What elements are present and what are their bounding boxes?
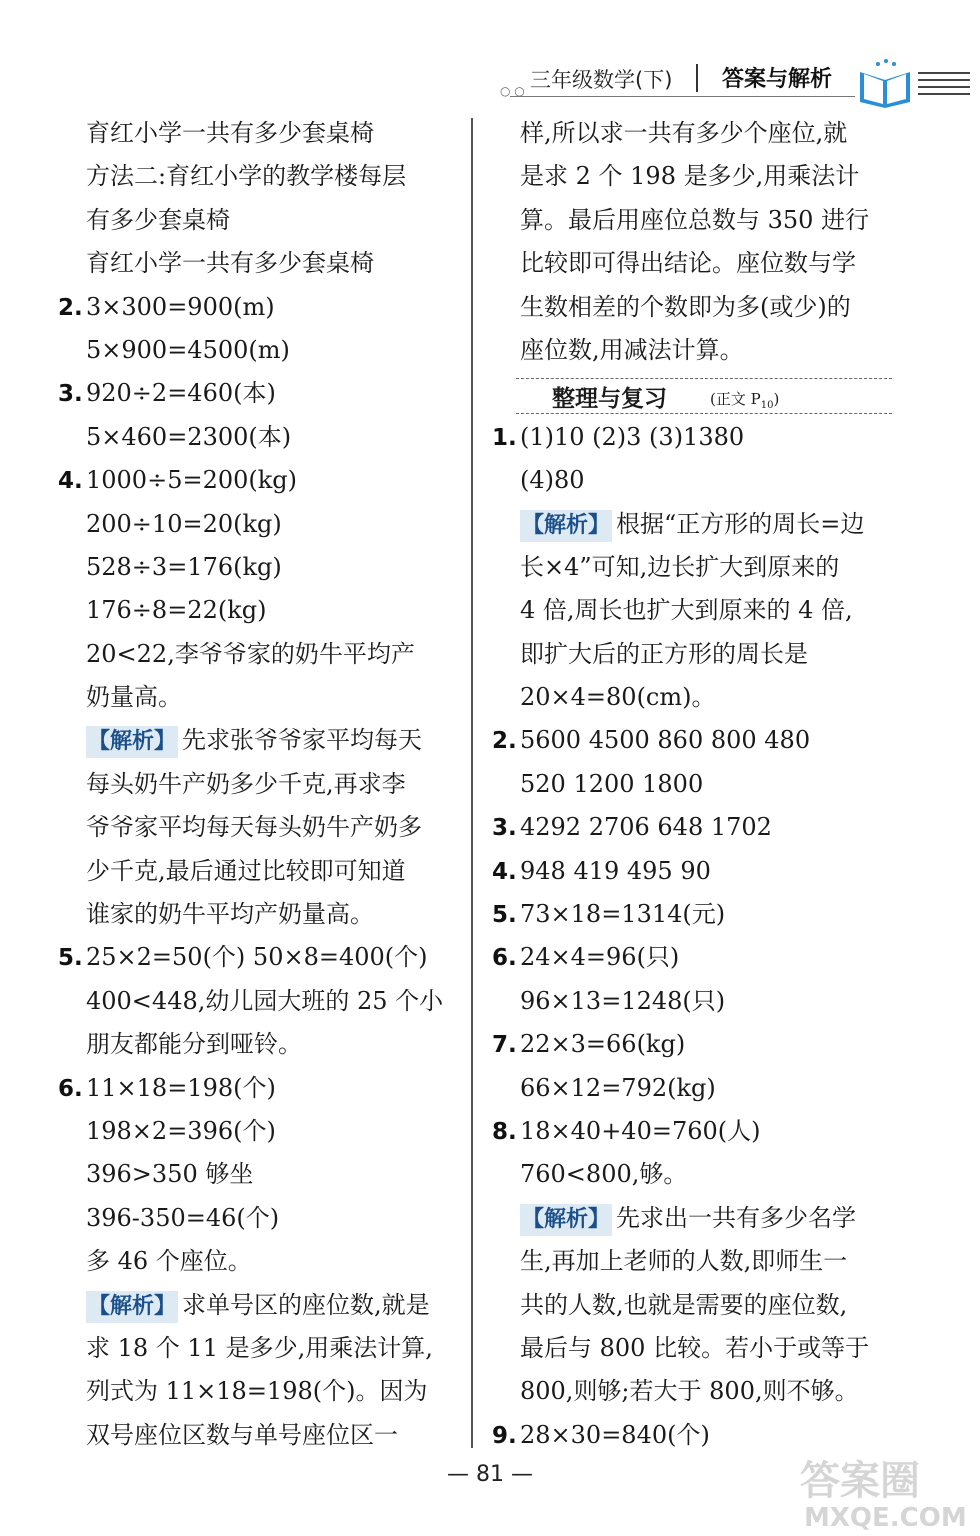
answer-text: 少千克,最后通过比较即可知道: [86, 856, 406, 885]
answer-text: 760<800,够。: [520, 1160, 688, 1189]
answer-line: [492, 459, 892, 502]
answer-text: (4)80: [520, 466, 585, 495]
answer-text: 5×900=4500(m): [86, 335, 290, 364]
answer-line: [492, 1370, 892, 1413]
answer-text: 528÷3=176(kg): [86, 552, 282, 581]
answer-text: 方法二:育红小学的教学楼每层: [86, 162, 407, 191]
answer-text: 育红小学一共有多少套桌椅: [86, 249, 374, 278]
answer-text: 200÷10=20(kg): [86, 509, 282, 538]
answer-text: 生,再加上老师的人数,即师生一: [520, 1247, 848, 1276]
answer-line: [58, 1023, 464, 1066]
ref-suffix: ): [773, 390, 780, 409]
answer-line: [492, 806, 892, 849]
page-number: — 81 —: [447, 1462, 533, 1487]
answer-line: [492, 676, 892, 719]
answer-line: [492, 850, 892, 893]
answer-text: 25×2=50(个) 50×8=400(个): [86, 943, 428, 972]
header-separator: [696, 64, 698, 92]
answer-text: 列式为 11×18=198(个)。因为: [86, 1377, 428, 1406]
answer-line: [58, 1240, 464, 1283]
answer-text: 座位数,用减法计算。: [520, 335, 744, 364]
answer-line: [58, 1414, 464, 1457]
question-number: 5.: [58, 945, 83, 972]
answer-text: 先求张爷爷家平均每天: [182, 726, 423, 755]
answer-text: 396>350 够坐: [86, 1160, 254, 1189]
header-underline: [510, 96, 855, 97]
answer-text: 66×12=792(kg): [520, 1073, 716, 1102]
header-dots-decoration: ○ ○: [500, 84, 525, 98]
answer-text: 20×4=80(cm)。: [520, 683, 716, 712]
page-header: [500, 58, 970, 110]
answer-line: [492, 416, 892, 459]
review-heading-ref: [710, 388, 779, 411]
answer-text: 11×18=198(个): [86, 1073, 276, 1102]
answer-text: 3×300=900(m): [86, 292, 275, 321]
answer-line: [58, 980, 464, 1023]
answer-line: [492, 546, 892, 589]
question-number: 1.: [492, 424, 517, 451]
right-column: [492, 112, 892, 1457]
answer-line: [58, 1327, 464, 1370]
answer-line: [58, 1197, 464, 1240]
question-number: 8.: [492, 1118, 517, 1145]
answer-text: 先求出一共有多少名学: [616, 1203, 857, 1232]
answer-line: [58, 763, 464, 806]
open-book-icon: [856, 58, 914, 108]
answer-line: [58, 329, 464, 372]
answer-text: 800,则够;若大于 800,则不够。: [520, 1377, 859, 1406]
answer-line: [492, 1240, 892, 1283]
question-number: 6.: [58, 1075, 83, 1102]
answer-line: [492, 1284, 892, 1327]
answer-line: [492, 242, 892, 285]
question-number: 2.: [492, 728, 517, 755]
answer-line: [58, 286, 464, 329]
watermark-logo: [790, 1452, 970, 1532]
answer-line: [492, 1414, 892, 1457]
answer-line: [492, 1153, 892, 1196]
answer-text: 算。最后用座位总数与 350 进行: [520, 205, 870, 234]
answer-text: 多 46 个座位。: [86, 1247, 252, 1276]
answer-line: [58, 936, 464, 979]
answer-line: [58, 242, 464, 285]
answer-line: [492, 633, 892, 676]
answer-text: 396-350=46(个): [86, 1203, 280, 1232]
answer-text: 谁家的奶牛平均产奶量高。: [86, 900, 374, 929]
answer-line: [492, 719, 892, 762]
answer-text: 爷爷家平均每天每头奶牛产奶多: [86, 813, 422, 842]
heading-rule-bottom: [516, 413, 892, 414]
question-number: 7.: [492, 1032, 517, 1059]
question-number: 3.: [58, 381, 83, 408]
answer-line: [58, 719, 464, 762]
answer-line: [492, 1197, 892, 1240]
answer-text: 每头奶牛产奶多少千克,再求李: [86, 769, 406, 798]
answer-line: [58, 1284, 464, 1327]
answer-line: [492, 112, 892, 155]
answer-line: [492, 589, 892, 632]
watermark-line1: 答案圈: [800, 1458, 920, 1504]
analysis-tag: 【解析】: [86, 726, 178, 758]
answer-line: [492, 1327, 892, 1370]
right-column-bottom: [492, 416, 892, 1457]
grade-label: 三年级数学(下): [530, 68, 673, 92]
answer-text: 948 419 495 90: [520, 856, 711, 885]
left-column: [58, 112, 464, 1457]
ref-prefix: (正文 P: [710, 390, 761, 409]
ref-sub: 10: [760, 400, 774, 412]
answer-line: [492, 763, 892, 806]
answer-line: [58, 112, 464, 155]
answer-text: 20<22,李爷爷家的奶牛平均产: [86, 639, 415, 668]
answer-text: 96×13=1248(只): [520, 986, 726, 1015]
question-number: 3.: [492, 815, 517, 842]
answer-line: [58, 850, 464, 893]
answer-line: [492, 893, 892, 936]
answer-line: [58, 372, 464, 415]
answer-text: 1000÷5=200(kg): [86, 466, 298, 495]
answer-line: [58, 503, 464, 546]
heading-rule-top: [516, 378, 892, 379]
review-heading-title: 整理与复习: [552, 386, 667, 413]
answer-text: 176÷8=22(kg): [86, 596, 267, 625]
answer-text: 生数相差的个数即为多(或少)的: [520, 292, 851, 321]
answer-line: [58, 155, 464, 198]
header-stripes: [918, 72, 970, 100]
answer-line: [492, 155, 892, 198]
answer-text: 求 18 个 11 是多少,用乘法计算,: [86, 1333, 433, 1362]
answer-line: [492, 286, 892, 329]
answer-line: [58, 199, 464, 242]
answer-text: 求单号区的座位数,就是: [182, 1290, 430, 1319]
analysis-tag: 【解析】: [520, 510, 612, 542]
answer-text: 样,所以求一共有多少个座位,就: [520, 119, 848, 147]
watermark-line2: MXQE.COM: [804, 1503, 967, 1532]
answer-text: 长×4”可知,边长扩大到原来的: [520, 552, 840, 581]
question-number: 4.: [492, 858, 517, 885]
answer-text: 奶量高。: [86, 683, 182, 712]
question-number: 6.: [492, 945, 517, 972]
review-heading: [492, 372, 892, 415]
answer-text: 28×30=840(个): [520, 1420, 710, 1449]
answer-text: 共的人数,也就是需要的座位数,: [520, 1290, 848, 1319]
answer-line: [58, 1110, 464, 1153]
analysis-tag: 【解析】: [86, 1291, 178, 1323]
answer-text: 根据“正方形的周长=边: [616, 509, 865, 538]
answer-text: 育红小学一共有多少套桌椅: [86, 119, 374, 147]
answer-text: 是求 2 个 198 是多少,用乘法计: [520, 162, 860, 191]
answer-line: [58, 1370, 464, 1413]
answer-line: [492, 1023, 892, 1066]
answer-text: 24×4=96(只): [520, 943, 680, 972]
answer-text: 73×18=1314(元): [520, 900, 726, 929]
answer-line: [492, 503, 892, 546]
answer-line: [492, 980, 892, 1023]
question-number: 4.: [58, 468, 83, 495]
question-number: 2.: [58, 294, 83, 321]
answer-text: 即扩大后的正方形的周长是: [520, 639, 808, 668]
answer-line: [58, 633, 464, 676]
answer-text: 22×3=66(kg): [520, 1030, 686, 1059]
answer-text: 4 倍,周长也扩大到原来的 4 倍,: [520, 596, 853, 625]
analysis-tag: 【解析】: [520, 1204, 612, 1236]
right-column-top: [492, 112, 892, 372]
answer-line: [58, 589, 464, 632]
answer-text: 198×2=396(个): [86, 1116, 276, 1145]
answer-text: 5600 4500 860 800 480: [520, 726, 811, 755]
question-number: 9.: [492, 1422, 517, 1449]
answer-text: 朋友都能分到哑铃。: [86, 1030, 302, 1059]
answer-text: 比较即可得出结论。座位数与学: [520, 249, 856, 278]
question-number: 5.: [492, 902, 517, 929]
answer-text: 400<448,幼儿园大班的 25 个小: [86, 986, 444, 1015]
answer-line: [58, 676, 464, 719]
answer-line: [58, 459, 464, 502]
section-label: 答案与解析: [722, 67, 833, 92]
answer-line: [58, 416, 464, 459]
answer-text: (1)10 (2)3 (3)1380: [520, 422, 745, 451]
answer-text: 5×460=2300(本): [86, 422, 292, 451]
answer-line: [492, 199, 892, 242]
answer-text: 920÷2=460(本): [86, 379, 276, 408]
answer-line: [492, 1110, 892, 1153]
answer-text: 4292 2706 648 1702: [520, 813, 772, 842]
answer-text: 双号座位区数与单号座位区一: [86, 1420, 398, 1449]
answer-line: [58, 806, 464, 849]
answer-text: 最后与 800 比较。若小于或等于: [520, 1333, 870, 1362]
answer-line: [492, 329, 892, 372]
column-divider: [471, 118, 473, 1448]
answer-line: [58, 1067, 464, 1110]
answer-text: 有多少套桌椅: [86, 205, 230, 234]
answer-line: [58, 546, 464, 589]
answer-line: [492, 1067, 892, 1110]
answer-line: [58, 1153, 464, 1196]
answer-text: 520 1200 1800: [520, 769, 704, 798]
answer-line: [492, 936, 892, 979]
answer-line: [58, 893, 464, 936]
answer-text: 18×40+40=760(人): [520, 1116, 761, 1145]
